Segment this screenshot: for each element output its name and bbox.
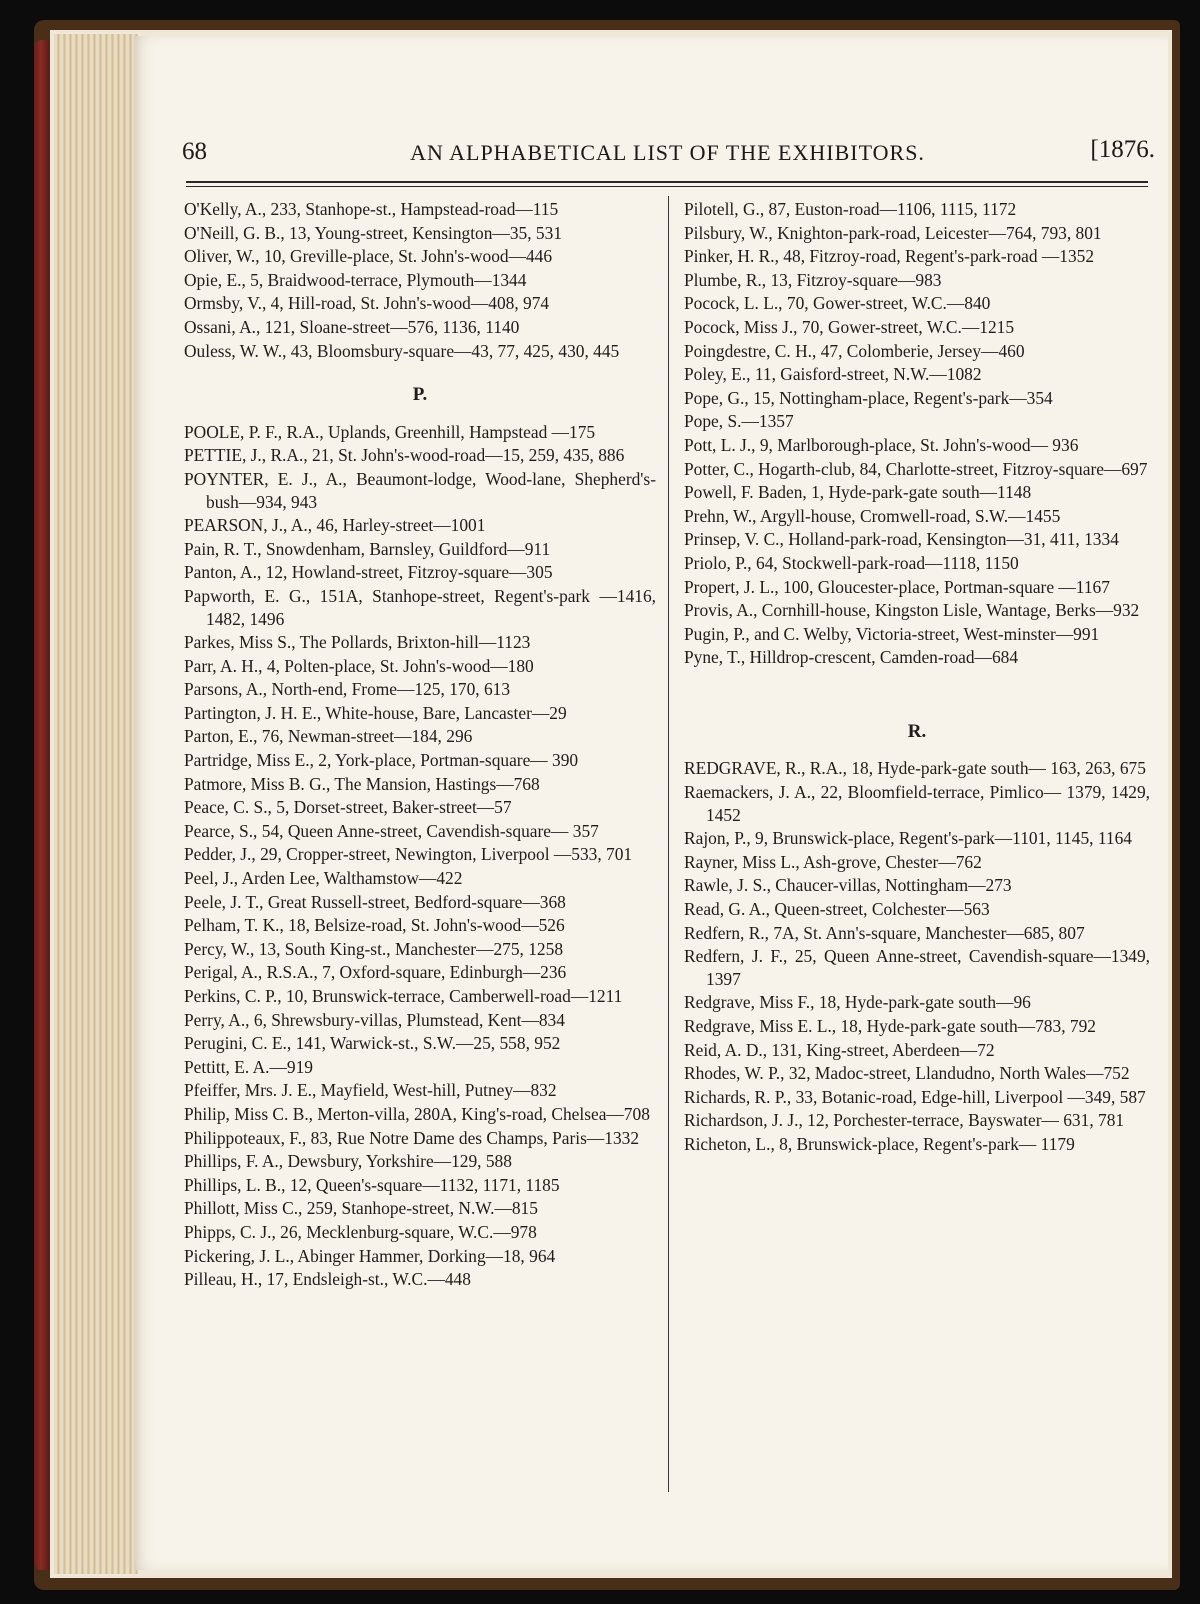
list-item: Raemackers, J. A., 22, Bloomfield-terrace, Pimlico— 1379, 1429, 1452 [684, 782, 1150, 825]
list-item: Pearce, S., 54, Queen Anne-street, Cavendish-square— 357 [184, 820, 599, 841]
list-item: Pugin, P., and C. Welby, Victoria-street, West-minster—991 [684, 623, 1100, 644]
list-item: Philippoteaux, F., 83, Rue Notre Dame des Champs, Paris—1332 [184, 1127, 640, 1148]
header-rule-thick [186, 181, 1148, 183]
list-item: Peele, J. T., Great Russell-street, Bedford-square—368 [184, 891, 566, 912]
list-item: Pelham, T. K., 18, Belsize-road, St. John's-wood—526 [184, 915, 565, 936]
list-item: Pilsbury, W., Knighton-park-road, Leicester—764, 793, 801 [684, 222, 1102, 243]
list-item: Partington, J. H. E., White-house, Bare, Lancaster—29 [184, 702, 567, 723]
list-item: Plumbe, R., 13, Fitzroy-square—983 [684, 269, 942, 290]
list-item: Richeton, L., 8, Brunswick-place, Regent's-park— 1179 [684, 1133, 1075, 1154]
list-item: Partridge, Miss E., 2, York-place, Portman-square— 390 [184, 750, 579, 771]
list-item: Pickering, J. L., Abinger Hammer, Dorking—18, 964 [184, 1245, 556, 1266]
column-divider [668, 196, 669, 1492]
page-fore-edge [54, 34, 138, 1574]
list-item: Panton, A., 12, Howland-street, Fitzroy-square—305 [184, 562, 553, 583]
list-item: Opie, E., 5, Braidwood-terrace, Plymouth—1344 [184, 269, 527, 290]
list-item: Poingdestre, C. H., 47, Colomberie, Jersey—460 [684, 340, 1025, 361]
list-item: PEARSON, J., A., 46, Harley-street—1001 [184, 515, 486, 536]
entries-p-continued-list [684, 198, 1150, 669]
list-item: Reid, A. D., 131, King-street, Aberdeen—72 [684, 1039, 995, 1060]
list-item: Percy, W., 13, South King-st., Manchester—275, 1258 [184, 938, 564, 959]
list-item: Redgrave, Miss F., 18, Hyde-park-gate south—96 [684, 992, 1031, 1013]
list-item: POYNTER, E. J., A., Beaumont-lodge, Wood-lane, Shepherd's-bush—934, 943 [184, 468, 656, 512]
list-item: Redfern, J. F., 25, Queen Anne-street, Cavendish-square—1349, 1397 [684, 946, 1150, 989]
list-item: Pilotell, G., 87, Euston-road—1106, 1115, 1172 [684, 199, 1017, 219]
left-column [184, 198, 656, 1291]
entries-r-list [684, 757, 1150, 1155]
list-item: Redgrave, Miss E. L., 18, Hyde-park-gate south—783, 792 [684, 1016, 1096, 1036]
list-item: Richardson, J. J., 12, Porchester-terrace, Bayswater— 631, 781 [684, 1110, 1125, 1131]
list-item: Peel, J., Arden Lee, Walthamstow—422 [184, 868, 463, 889]
list-item: Pilleau, H., 17, Endsleigh-st., W.C.—448 [184, 1269, 471, 1290]
list-item: Parr, A. H., 4, Polten-place, St. John's-wood—180 [184, 655, 534, 676]
list-item: Propert, J. L., 100, Gloucester-place, Portman-square —1167 [684, 576, 1110, 597]
list-item: Philip, Miss C. B., Merton-villa, 280A, King's-road, Chelsea—708 [184, 1103, 650, 1124]
list-item: Pinker, H. R., 48, Fitzroy-road, Regent's-park-road —1352 [684, 246, 1095, 267]
list-item: Perry, A., 6, Shrewsbury-villas, Plumstead, Kent—834 [184, 1009, 565, 1030]
entries-o-list [184, 198, 656, 362]
list-item: Parsons, A., North-end, Frome—125, 170, 613 [184, 679, 511, 700]
list-item: POOLE, P. F., R.A., Uplands, Greenhill, Hampstead —175 [184, 421, 596, 442]
list-item: Ouless, W. W., 43, Bloomsbury-square—43, 77, 425, 430, 445 [184, 340, 620, 361]
list-item: Parton, E., 76, Newman-street—184, 296 [184, 726, 473, 747]
list-item: Rhodes, W. P., 32, Madoc-street, Llandudno, North Wales—752 [684, 1063, 1130, 1084]
list-item: Pettitt, E. A.—919 [184, 1056, 313, 1077]
list-item: Phillips, L. B., 12, Queen's-square—1132, 1171, 1185 [184, 1174, 560, 1195]
list-item: Redfern, R., 7A, St. Ann's-square, Manchester—685, 807 [684, 922, 1085, 943]
list-item: Rayner, Miss L., Ash-grove, Chester—762 [684, 851, 982, 872]
list-item: Rajon, P., 9, Brunswick-place, Regent's-park—1101, 1145, 1164 [684, 828, 1132, 849]
list-item: Patmore, Miss B. G., The Mansion, Hastings—768 [184, 773, 540, 794]
list-item: Pocock, Miss J., 70, Gower-street, W.C.—1215 [684, 316, 1015, 337]
section-heading-r: R. [907, 720, 927, 742]
list-item: Pedder, J., 29, Cropper-street, Newington, Liverpool —533, 701 [184, 844, 633, 865]
right-column [684, 198, 1150, 1156]
section-heading-p: P. [412, 384, 428, 406]
list-item: Provis, A., Cornhill-house, Kingston Lisle, Wantage, Berks—932 [684, 600, 1140, 621]
list-item: Potter, C., Hogarth-club, 84, Charlotte-street, Fitzroy-square—697 [684, 458, 1148, 479]
entries-p-list [184, 421, 656, 1291]
list-item: Phillips, F. A., Dewsbury, Yorkshire—129, 588 [184, 1151, 512, 1172]
list-item: PETTIE, J., R.A., 21, St. John's-wood-road—15, 259, 435, 886 [184, 445, 625, 466]
list-item: Prinsep, V. C., Holland-park-road, Kensington—31, 411, 1334 [684, 529, 1119, 550]
list-item: Pfeiffer, Mrs. J. E., Mayfield, West-hill, Putney—832 [184, 1080, 557, 1101]
list-item: Pope, S.—1357 [684, 411, 794, 432]
list-item: Phipps, C. J., 26, Mecklenburg-square, W.C.—978 [184, 1221, 537, 1242]
list-item: Rawle, J. S., Chaucer-villas, Nottingham—273 [684, 875, 1012, 896]
list-item: Pain, R. T., Snowdenham, Barnsley, Guildford—911 [184, 538, 551, 559]
list-item: Pope, G., 15, Nottingham-place, Regent's-park—354 [684, 387, 1053, 408]
list-item: Peace, C. S., 5, Dorset-street, Baker-street—57 [184, 797, 512, 818]
list-item: Read, G. A., Queen-street, Colchester—563 [684, 899, 990, 920]
list-item: Powell, F. Baden, 1, Hyde-park-gate south—1148 [684, 482, 1032, 503]
list-item: Richards, R. P., 33, Botanic-road, Edge-hill, Liverpool —349, 587 [684, 1086, 1146, 1107]
list-item: O'Kelly, A., 233, Stanhope-st., Hampstead-road—115 [184, 199, 559, 219]
year-marker: [1876. [1090, 136, 1155, 163]
running-title: AN ALPHABETICAL LIST OF THE EXHIBITORS. [410, 140, 925, 165]
page-number: 68 [182, 138, 207, 165]
list-item: Perkins, C. P., 10, Brunswick-terrace, Camberwell-road—1211 [184, 986, 623, 1006]
list-item: Ormsby, V., 4, Hill-road, St. John's-wood—408, 974 [184, 293, 550, 314]
list-item: Pyne, T., Hilldrop-crescent, Camden-road—684 [684, 647, 1019, 668]
list-item: Ossani, A., 121, Sloane-street—576, 1136, 1140 [184, 316, 520, 337]
page-header [180, 132, 1155, 172]
list-item: Papworth, E. G., 151A, Stanhope-street, Regent's-park —1416, 1482, 1496 [184, 585, 656, 629]
header-rule-thin [186, 186, 1148, 187]
list-item: Pott, L. J., 9, Marlborough-place, St. John's-wood— 936 [684, 434, 1079, 455]
list-item: Oliver, W., 10, Greville-place, St. John's-wood—446 [184, 246, 553, 267]
list-item: REDGRAVE, R., R.A., 18, Hyde-park-gate south— 163, 263, 675 [684, 758, 1146, 779]
list-item: O'Neill, G. B., 13, Young-street, Kensington—35, 531 [184, 222, 562, 243]
list-item: Poley, E., 11, Gaisford-street, N.W.—1082 [684, 364, 982, 385]
list-item: Phillott, Miss C., 259, Stanhope-street, N.W.—815 [184, 1198, 538, 1219]
list-item: Prehn, W., Argyll-house, Cromwell-road, S.W.—1455 [684, 505, 1061, 526]
list-item: Perugini, C. E., 141, Warwick-st., S.W.—25, 558, 952 [184, 1033, 561, 1054]
list-item: Pocock, L. L., 70, Gower-street, W.C.—840 [684, 293, 991, 314]
list-item: Perigal, A., R.S.A., 7, Oxford-square, Edinburgh—236 [184, 962, 567, 983]
list-item: Priolo, P., 64, Stockwell-park-road—1118, 1150 [684, 552, 1019, 573]
list-item: Parkes, Miss S., The Pollards, Brixton-hill—1123 [184, 632, 531, 653]
